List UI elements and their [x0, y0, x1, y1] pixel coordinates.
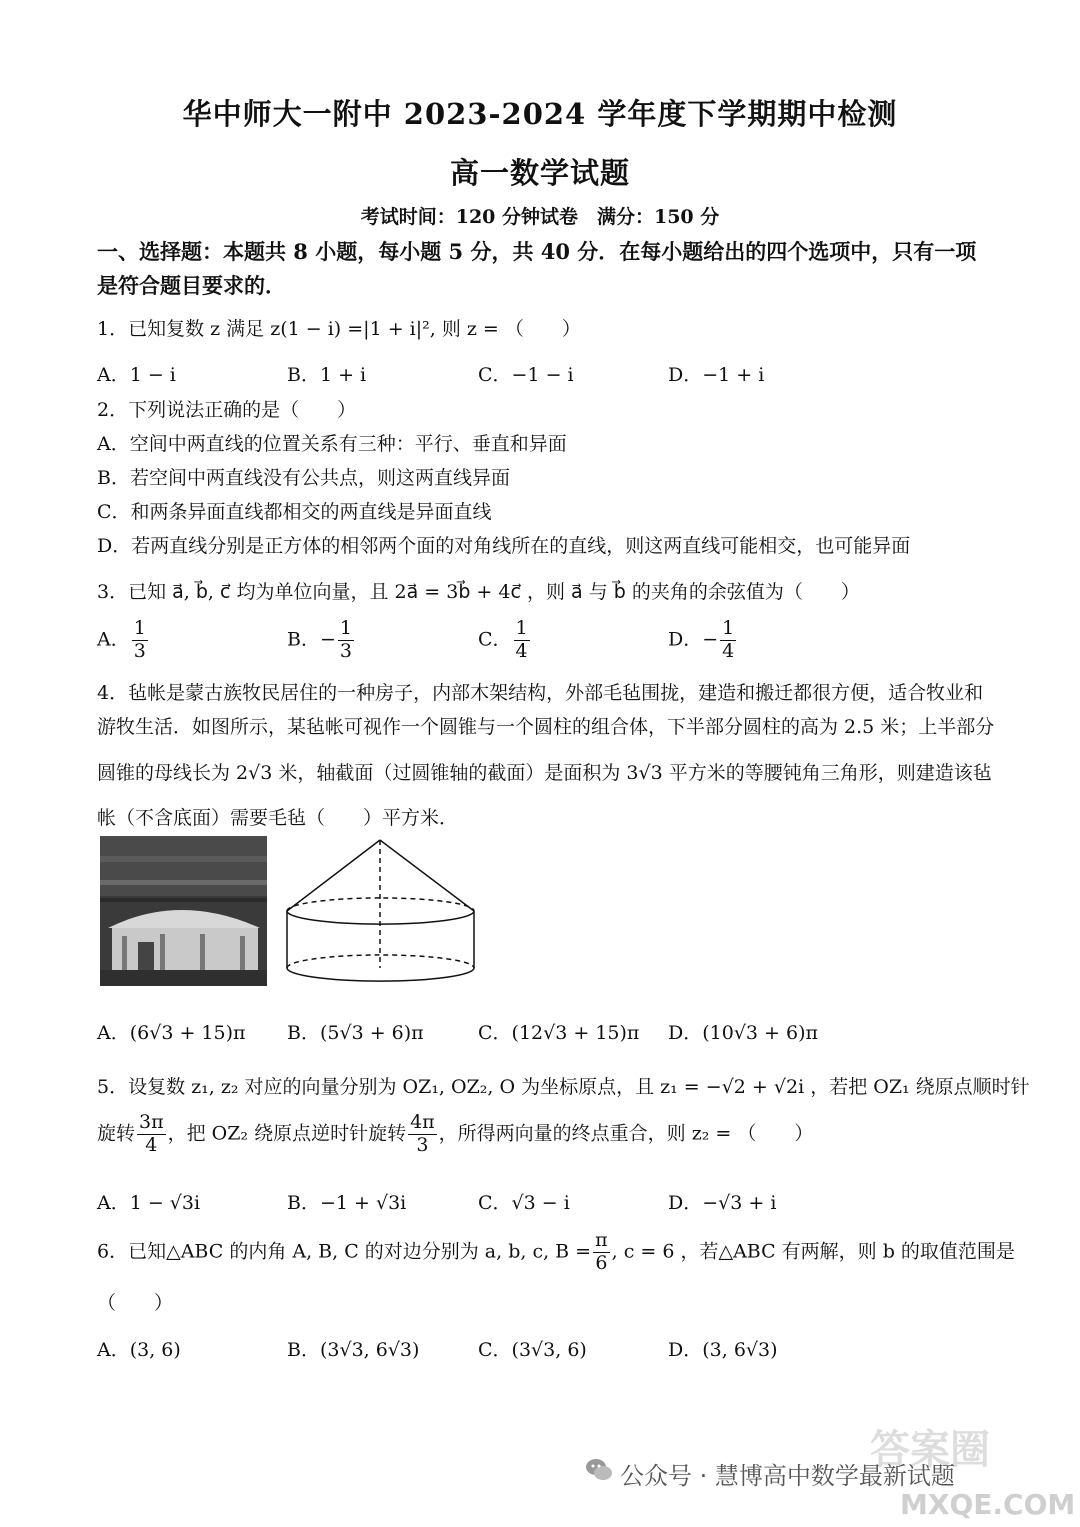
exam-title: 华中师大一附中 2023-2024 学年度下学期期中检测 [182, 97, 898, 131]
q3-option-d: D．− $\frac{1}{4}$ [668, 617, 735, 662]
section-heading-line1: 一、选择题：本题共 8 小题，每小题 5 分，共 40 分．在每小题给出的四个选项中，只有一项 [97, 239, 977, 264]
q2-option-a: A．空间中两直线的位置关系有三种：平行、垂直和异面 [97, 433, 567, 455]
section-heading-line2: 是符合题目要求的． [97, 273, 286, 298]
question-3-text: 3．已知 a⃗, b⃗, c⃗ 均为单位向量，且 2a⃗ = 3b⃗ + 4c⃗ ，则 a⃗ 与 b⃗ 的夹角的余弦值为（ ） [97, 581, 860, 603]
q1-option-c: C．−1 − i [478, 364, 574, 386]
q4-option-a: A．(6√3 + 15)π [97, 1022, 246, 1044]
q1-option-b: B．1 + i [287, 364, 367, 386]
q1-option-a: A．1 − i [97, 364, 176, 386]
question-4-line2: 游牧生活．如图所示，某毡帐可视作一个圆锥与一个圆柱的组合体，下半部分圆柱的高为 2.5 米；上半部分 [97, 716, 995, 738]
wechat-icon [585, 1456, 613, 1484]
q5-option-d: D．−√3 + i [668, 1192, 777, 1214]
question-1-text: 1．已知复数 z 满足 z(1 − i) =|1 + i|², 则 z = （ ） [97, 318, 581, 340]
question-6-line2: （ ） [97, 1292, 174, 1314]
q5-option-b: B．−1 + √3i [287, 1192, 407, 1214]
q4-option-c: C．(12√3 + 15)π [478, 1022, 640, 1044]
q3-option-a: A． $\frac{1}{3}$ [97, 617, 146, 662]
q6-option-c: C．(3√3, 6) [478, 1339, 587, 1361]
yurt-diagram [282, 836, 482, 986]
q1-option-d: D．−1 + i [668, 364, 765, 386]
question-5-line1: 5．设复数 z₁, z₂ 对应的向量分别为 OZ₁, OZ₂, O 为坐标原点，且 z₁ = −√2 + √2i ，若把 OZ₁ 绕原点顺时针 [97, 1076, 1030, 1098]
stamp-watermark: 答案圈 [870, 1427, 990, 1473]
q6-option-a: A．(3, 6) [97, 1339, 181, 1361]
question-4-line1: 4．毡帐是蒙古族牧民居住的一种房子，内部木架结构，外部毛毡围拢，建造和搬迁都很方便，适合牧业和 [97, 682, 984, 704]
q3-option-c: C． $\frac{1}{4}$ [478, 617, 528, 662]
question-6-line1: 6．已知△ABC 的内角 A, B, C 的对边分别为 a, b, c, B = $\frac{\pi}{6}$ , c = 6 ，若△ABC 有两解，则 b 的取值范围是 [97, 1229, 1015, 1274]
yurt-photo [100, 836, 267, 986]
q5-option-a: A．1 − √3i [97, 1192, 201, 1214]
question-5-line2: 旋转 $\frac{3\pi}{4}$ ，把 OZ₂ 绕原点逆时针旋转 $\frac{4\pi}{3}$ ，所得两向量的终点重合，则 z₂ = （ ） [97, 1111, 814, 1156]
q5-option-c: C．√3 − i [478, 1192, 570, 1214]
q4-option-d: D．(10√3 + 6)π [668, 1022, 819, 1044]
question-2-text: 2．下列说法正确的是（ ） [97, 399, 357, 421]
q6-option-d: D．(3, 6√3) [668, 1339, 778, 1361]
q6-option-b: B．(3√3, 6√3) [287, 1339, 420, 1361]
q3-option-b: B．− $\frac{1}{3}$ [287, 617, 352, 662]
q4-option-b: B．(5√3 + 6)π [287, 1022, 424, 1044]
q2-option-c: C．和两条异面直线都相交的两直线是异面直线 [97, 501, 492, 523]
wechat-watermark: 公众号 · 慧博高中数学最新试题 [620, 1462, 955, 1490]
question-4-line4: 帐（不含底面）需要毛毡（ ）平方米． [97, 807, 459, 829]
question-4-line3: 圆锥的母线长为 2√3 米，轴截面（过圆锥轴的截面）是面积为 3√3 平方米的等腰钝角三角形，则建造该毡 [97, 762, 992, 784]
q2-option-d: D．若两直线分别是正方体的相邻两个面的对角线所在的直线，则这两直线可能相交，也可能异面 [97, 535, 911, 557]
exam-subtitle: 高一数学试题 [449, 156, 630, 190]
site-watermark: MXQE.COM [900, 1488, 1076, 1521]
q2-option-b: B．若空间中两直线没有公共点，则这两直线异面 [97, 467, 510, 489]
exam-info: 考试时间：120 分钟试卷 满分：150 分 [360, 206, 720, 228]
